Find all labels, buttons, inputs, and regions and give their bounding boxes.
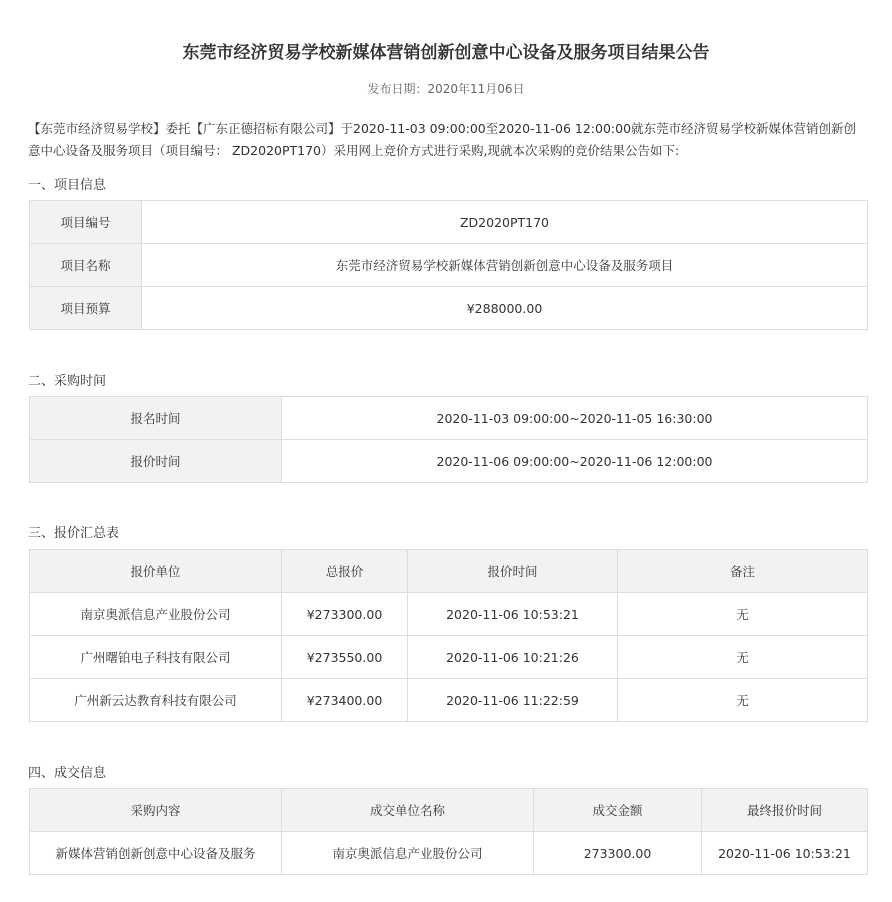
quote-note: 无 [618, 679, 868, 722]
table-row [30, 397, 868, 440]
project-number-label: 项目编号 [30, 201, 142, 244]
quote-time-label: 报价时间 [30, 440, 282, 483]
purchase-time-table [29, 396, 868, 483]
registration-time-label: 报名时间 [30, 397, 282, 440]
table-row [30, 287, 868, 330]
quote-note: 无 [618, 636, 868, 679]
quote-time: 2020-11-06 11:22:59 [408, 679, 618, 722]
table-header-row [30, 550, 868, 593]
column-header-company: 报价单位 [30, 550, 282, 593]
publish-date: 发布日期：2020年11月06日 [367, 82, 525, 96]
section-heading-quote-summary: 三、报价汇总表 [28, 526, 120, 541]
deal-amount: 273300.00 [534, 832, 702, 875]
quote-time: 2020-11-06 10:53:21 [408, 593, 618, 636]
registration-time-value: 2020-11-03 09:00:00~2020-11-05 16:30:00 [282, 397, 868, 440]
column-header-quote-time: 报价时间 [408, 550, 618, 593]
quote-time: 2020-11-06 10:21:26 [408, 636, 618, 679]
deal-info-table [29, 788, 868, 875]
table-header-row [30, 789, 868, 832]
table-row [30, 593, 868, 636]
column-header-final-quote-time: 最终报价时间 [702, 789, 868, 832]
section-heading-purchase-time: 二、采购时间 [28, 374, 107, 389]
project-name-label: 项目名称 [30, 244, 142, 287]
column-header-purchase-content: 采购内容 [30, 789, 282, 832]
intro-paragraph: 【东莞市经济贸易学校】委托【广东正德招标有限公司】于2020-11-03 09:00:00至2020-11-06 12:00:00就东莞市经济贸易学校新媒体营销创新创意中心设备及服务项目（项目编号： ZD2020PT170）采用网上竞价方式进行采购,现就本次采购的竞价结果公告如下: [28, 121, 857, 158]
table-row [30, 832, 868, 875]
page-title: 东莞市经济贸易学校新媒体营销创新创意中心设备及服务项目结果公告 [182, 43, 710, 63]
quote-price: ¥273550.00 [282, 636, 408, 679]
table-row [30, 201, 868, 244]
deal-content: 新媒体营销创新创意中心设备及服务 [30, 832, 282, 875]
project-budget-label: 项目预算 [30, 287, 142, 330]
column-header-total-price: 总报价 [282, 550, 408, 593]
project-name-value: 东莞市经济贸易学校新媒体营销创新创意中心设备及服务项目 [142, 244, 868, 287]
deal-company: 南京奥派信息产业股份公司 [282, 832, 534, 875]
quote-summary-table [29, 549, 868, 722]
table-row [30, 440, 868, 483]
quote-note: 无 [618, 593, 868, 636]
quote-company: 广州曙铂电子科技有限公司 [30, 636, 282, 679]
section-heading-deal-info: 四、成交信息 [28, 766, 107, 781]
project-budget-value: ¥288000.00 [142, 287, 868, 330]
table-row [30, 244, 868, 287]
quote-company: 南京奥派信息产业股份公司 [30, 593, 282, 636]
deal-time: 2020-11-06 10:53:21 [702, 832, 868, 875]
quote-company: 广州新云达教育科技有限公司 [30, 679, 282, 722]
quote-price: ¥273300.00 [282, 593, 408, 636]
quote-price: ¥273400.00 [282, 679, 408, 722]
section-heading-project-info: 一、项目信息 [28, 178, 107, 193]
quote-time-value: 2020-11-06 09:00:00~2020-11-06 12:00:00 [282, 440, 868, 483]
project-info-table [29, 200, 868, 330]
column-header-deal-amount: 成交金额 [534, 789, 702, 832]
column-header-winning-company: 成交单位名称 [282, 789, 534, 832]
project-number-value: ZD2020PT170 [142, 201, 868, 244]
table-row [30, 679, 868, 722]
column-header-note: 备注 [618, 550, 868, 593]
table-row [30, 636, 868, 679]
